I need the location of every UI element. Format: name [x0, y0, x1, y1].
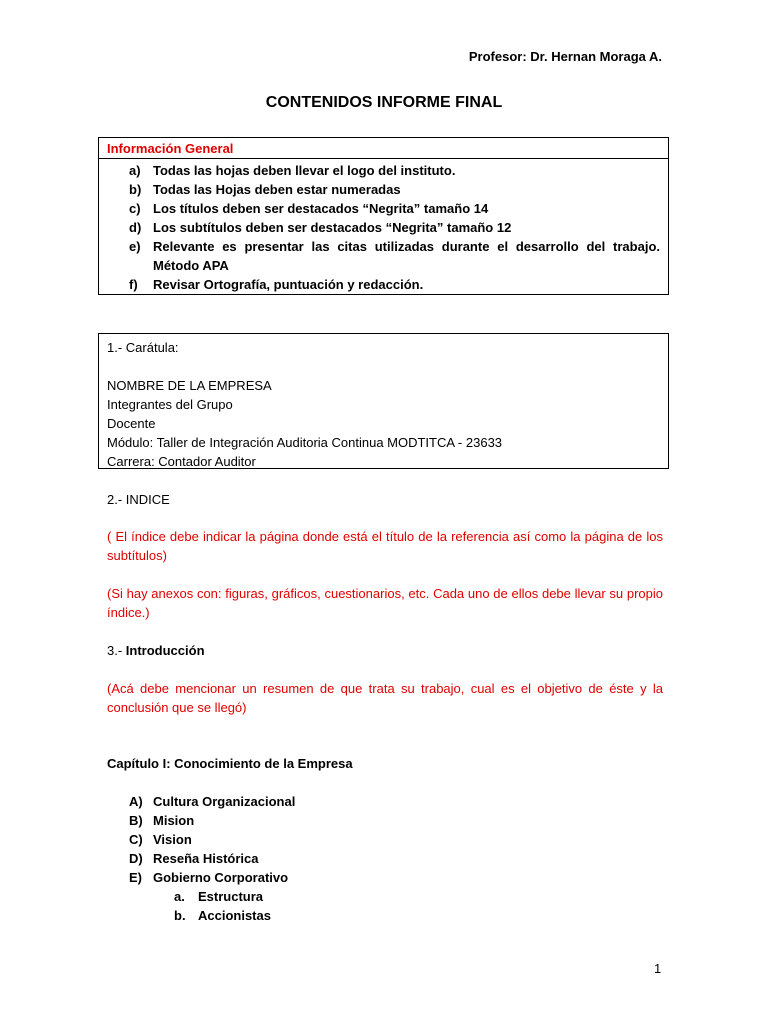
general-info-list — [99, 159, 668, 294]
caratula-heading: 1.- Carátula: — [107, 340, 179, 355]
list-item: D) Reseña Histórica — [129, 851, 259, 866]
general-info-box — [98, 137, 669, 295]
page-number: 1 — [654, 961, 662, 976]
list-item: f) Revisar Ortografía, puntuación y redacción. — [129, 277, 424, 292]
introduccion-heading: 3.- Introducción — [107, 643, 205, 658]
list-item: c) Los títulos deben ser destacados “Negrita” tamaño 14 — [129, 201, 489, 216]
indice-note-2: (Si hay anexos con: figuras, gráficos, cuestionarios, etc. Cada uno de ellos debe llevar su propio índice.) — [107, 586, 663, 620]
indice-note-1: ( El índice debe indicar la página donde está el título de la referencia así como la página de los subtítulos) — [107, 529, 663, 563]
caratula-line: Docente — [107, 416, 156, 431]
caratula-line: Integrantes del Grupo — [107, 397, 233, 412]
capitulo-list — [107, 792, 663, 925]
list-item: B) Mision — [129, 813, 195, 828]
caratula-line: NOMBRE DE LA EMPRESA — [107, 378, 272, 393]
general-info-heading: Información General — [99, 138, 668, 159]
list-item: e) Relevante es presentar las citas utilizadas durante el desarrollo del trabajo. Método APA — [129, 239, 660, 273]
list-item: a) Todas las hojas deben llevar el logo del instituto. — [129, 163, 456, 178]
list-item: d) Los subtítulos deben ser destacados “Negrita” tamaño 12 — [129, 220, 512, 235]
list-item: C) Vision — [129, 832, 192, 847]
professor-header: Profesor: Dr. Hernan Moraga A. — [468, 49, 662, 64]
caratula-box — [98, 333, 669, 469]
document-title: CONTENIDOS INFORME FINAL — [265, 94, 503, 111]
caratula-line: Módulo: Taller de Integración Auditoria Continua MODTITCA - 23633 — [107, 435, 503, 450]
introduccion-note: (Acá debe mencionar un resumen de que trata su trabajo, cual es el objetivo de éste y la conclusión que se llegó) — [107, 681, 663, 715]
list-item: E) Gobierno Corporativo — [129, 870, 289, 885]
list-item: b) Todas las Hojas deben estar numeradas — [129, 182, 401, 197]
caratula-line: Carrera: Contador Auditor — [107, 454, 256, 469]
list-item: A) Cultura Organizacional — [129, 794, 296, 809]
list-subitem: a. Estructura — [174, 889, 264, 904]
capitulo-list-container — [107, 792, 663, 925]
indice-heading: 2.- INDICE — [107, 492, 170, 507]
list-subitem: b. Accionistas — [174, 908, 271, 923]
capitulo-heading: Capítulo I: Conocimiento de la Empresa — [107, 756, 353, 771]
